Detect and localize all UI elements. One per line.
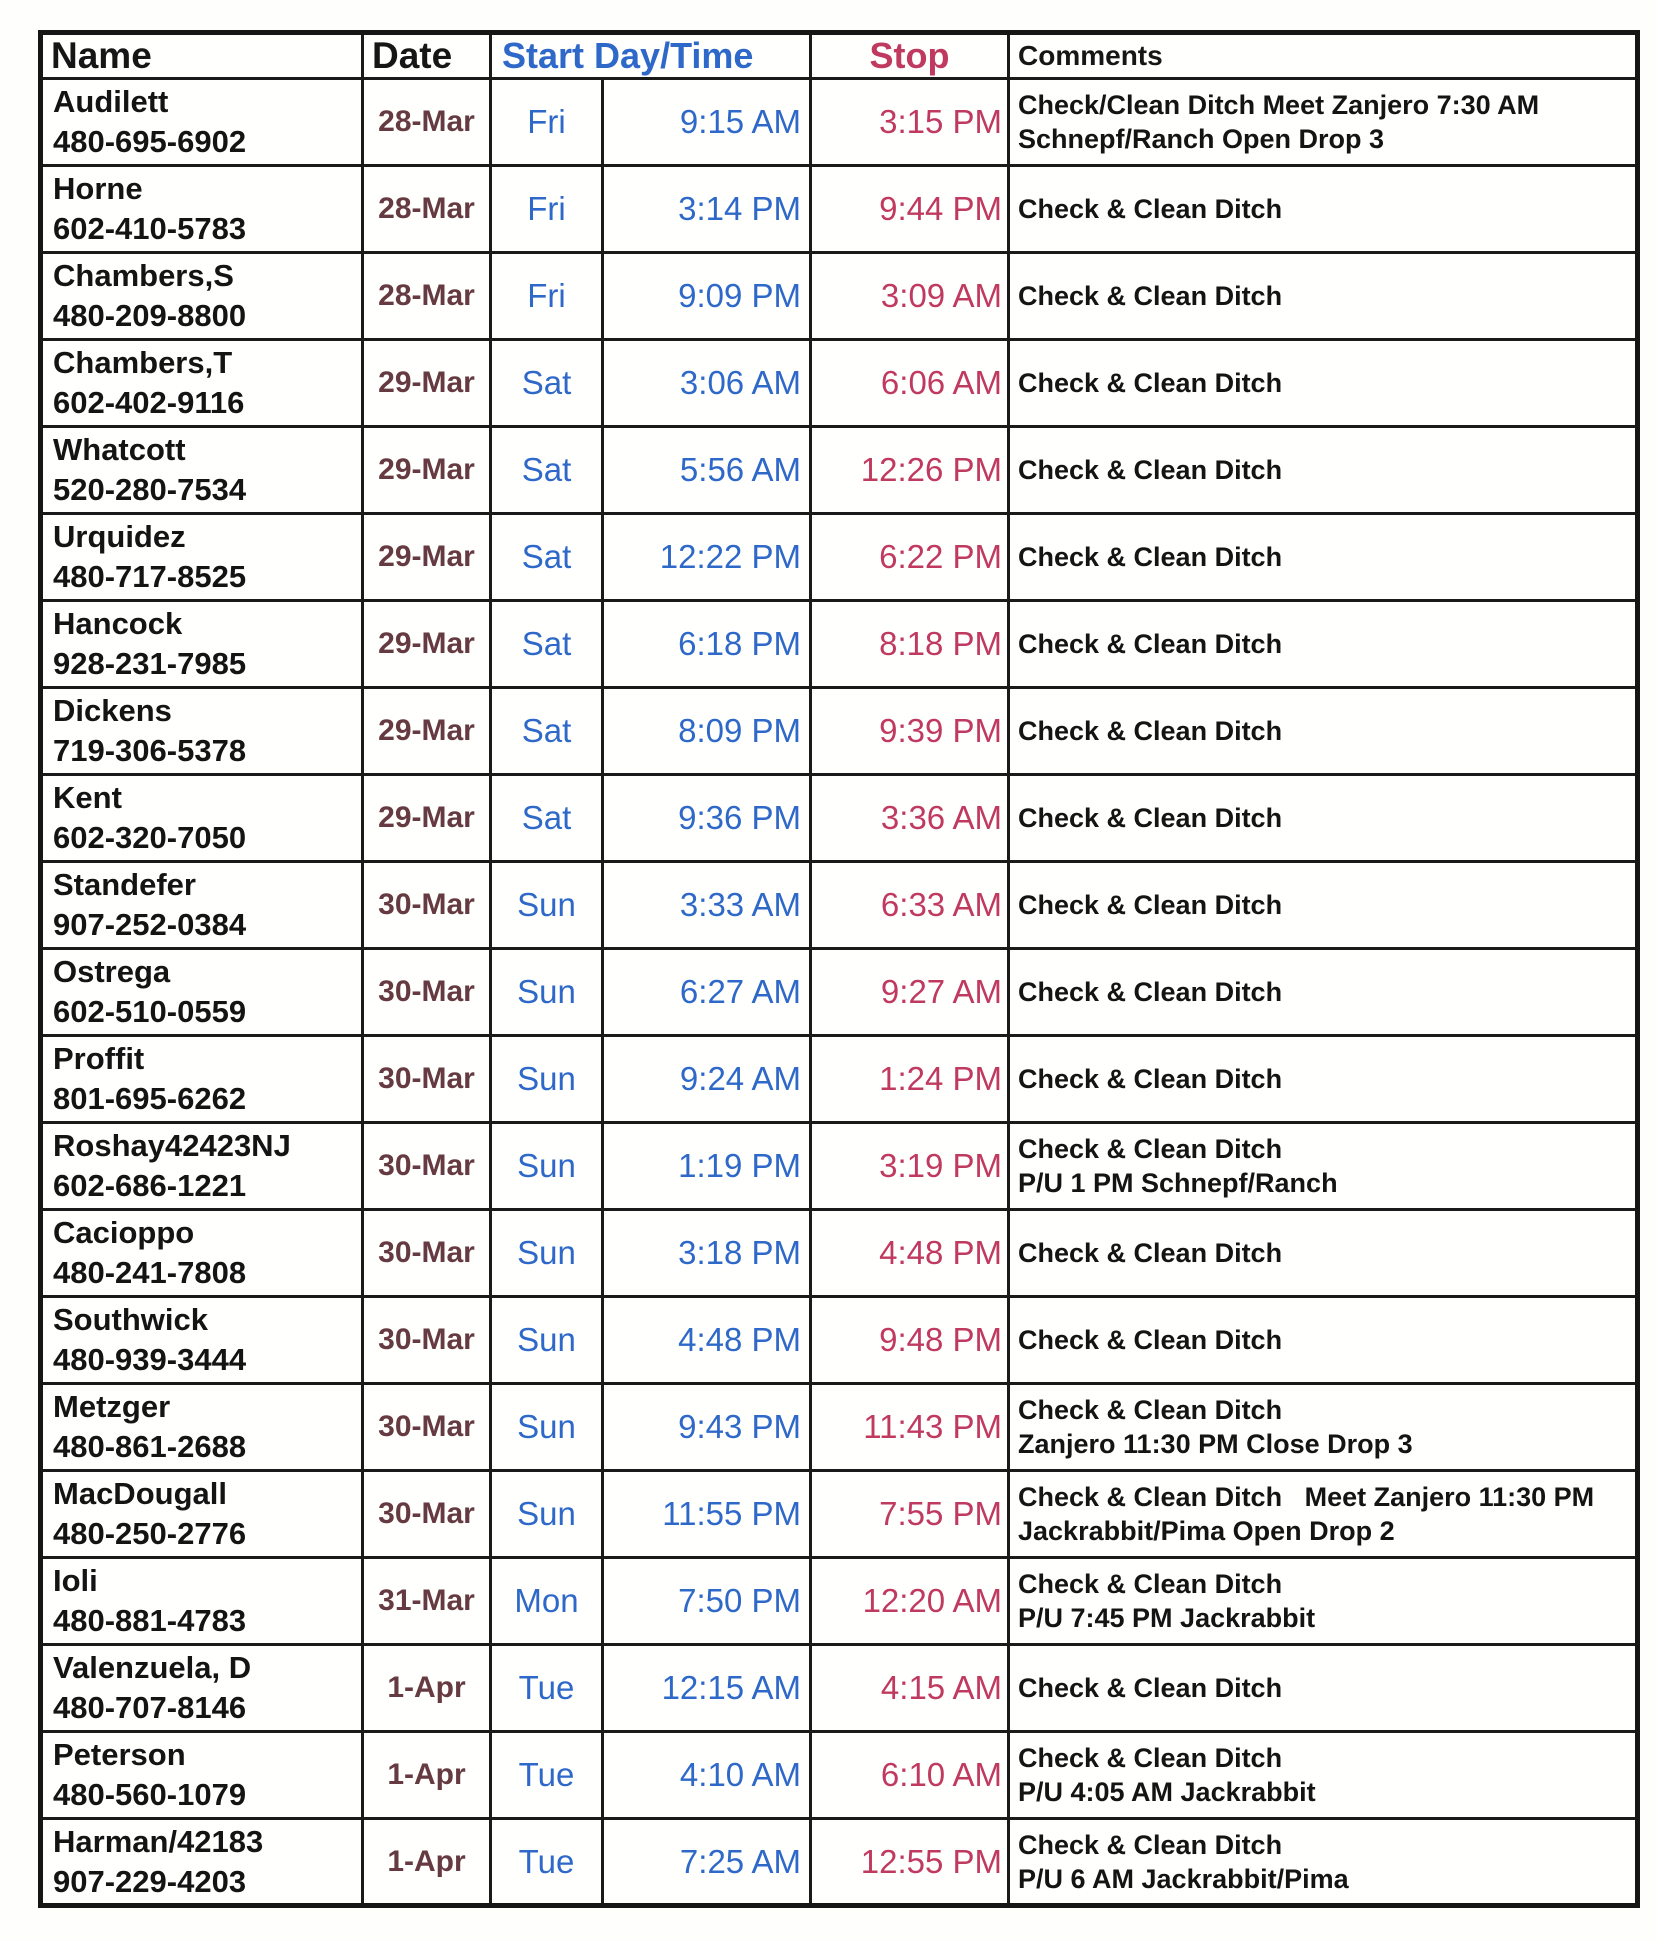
- table-row: [41, 949, 1638, 1036]
- start-time-cell: 3:18 PM: [603, 1210, 811, 1297]
- comment-line-1: Check & Clean Ditch Meet Zanjero 11:30 PM: [1018, 1482, 1595, 1512]
- comment-line-1: Check & Clean Ditch: [1018, 1569, 1283, 1599]
- comments-cell: [1009, 1210, 1638, 1297]
- person-name: Metzger: [53, 1389, 171, 1424]
- schedule-table: [38, 30, 1640, 1908]
- table-row: [41, 253, 1638, 340]
- table-row: [41, 1297, 1638, 1384]
- name-cell: [41, 1210, 363, 1297]
- person-name: Cacioppo: [53, 1215, 195, 1250]
- phone-number: 480-881-4783: [53, 1603, 247, 1638]
- start-time-cell: 3:33 AM: [603, 862, 811, 949]
- start-time-cell: 5:56 AM: [603, 427, 811, 514]
- stop-time-cell: 3:36 AM: [811, 775, 1009, 862]
- date-cell: 30-Mar: [363, 1123, 491, 1210]
- start-time-cell: 7:50 PM: [603, 1558, 811, 1645]
- stop-time-cell: 7:55 PM: [811, 1471, 1009, 1558]
- phone-number: 480-241-7808: [53, 1255, 247, 1290]
- date-cell: 29-Mar: [363, 514, 491, 601]
- comment-line-1: Check & Clean Ditch: [1018, 1829, 1283, 1860]
- person-name: Valenzuela, D: [53, 1650, 252, 1685]
- start-time-cell: 12:22 PM: [603, 514, 811, 601]
- start-day-cell: Tue: [491, 1645, 603, 1732]
- comment-line-1: Check & Clean Ditch: [1018, 1064, 1283, 1094]
- header-row: [41, 33, 1638, 79]
- comments-cell: [1009, 1297, 1638, 1384]
- date-cell: 29-Mar: [363, 601, 491, 688]
- table-row: [41, 340, 1638, 427]
- phone-number: 480-717-8525: [53, 559, 247, 594]
- name-cell: [41, 514, 363, 601]
- table-row: [41, 166, 1638, 253]
- stop-time-cell: 9:44 PM: [811, 166, 1009, 253]
- name-cell: [41, 253, 363, 340]
- date-cell: 30-Mar: [363, 949, 491, 1036]
- comment-line-1: Check & Clean Ditch: [1018, 542, 1283, 572]
- start-time-cell: 6:27 AM: [603, 949, 811, 1036]
- start-day-cell: Fri: [491, 166, 603, 253]
- name-cell: [41, 1297, 363, 1384]
- start-time-cell: 12:15 AM: [603, 1645, 811, 1732]
- comments-cell: [1009, 1123, 1638, 1210]
- table-row: [41, 1384, 1638, 1471]
- header-name: Name: [41, 33, 363, 79]
- start-time-cell: 11:55 PM: [603, 1471, 811, 1558]
- comments-cell: [1009, 427, 1638, 514]
- stop-time-cell: 8:18 PM: [811, 601, 1009, 688]
- comment-line-2: P/U 7:45 PM Jackrabbit: [1018, 1603, 1316, 1633]
- table-row: [41, 1819, 1638, 1906]
- table-row: [41, 862, 1638, 949]
- name-cell: [41, 1732, 363, 1819]
- start-day-cell: Fri: [491, 253, 603, 340]
- table-row: [41, 775, 1638, 862]
- phone-number: 480-861-2688: [53, 1429, 247, 1464]
- date-cell: 30-Mar: [363, 1297, 491, 1384]
- name-cell: [41, 340, 363, 427]
- comments-cell: [1009, 1558, 1638, 1645]
- stop-time-cell: 11:43 PM: [811, 1384, 1009, 1471]
- comment-line-2: Zanjero 11:30 PM Close Drop 3: [1018, 1429, 1413, 1459]
- phone-number: 520-280-7534: [53, 472, 247, 507]
- comments-cell: [1009, 1036, 1638, 1123]
- comment-line-1: Check & Clean Ditch: [1018, 1134, 1283, 1164]
- name-cell: [41, 1645, 363, 1732]
- comments-cell: [1009, 688, 1638, 775]
- phone-number: 480-560-1079: [53, 1777, 247, 1812]
- comments-cell: [1009, 253, 1638, 340]
- person-name: Roshay42423NJ: [53, 1128, 291, 1163]
- start-time-cell: 9:43 PM: [603, 1384, 811, 1471]
- person-name: MacDougall: [53, 1476, 227, 1511]
- start-day-cell: Tue: [491, 1819, 603, 1906]
- person-name: Ostrega: [53, 954, 171, 989]
- name-cell: [41, 166, 363, 253]
- table-row: [41, 427, 1638, 514]
- phone-number: 480-250-2776: [53, 1516, 247, 1551]
- comment-line-2: P/U 4:05 AM Jackrabbit: [1018, 1777, 1316, 1807]
- person-name: Standefer: [53, 867, 196, 902]
- comment-line-2: Jackrabbit/Pima Open Drop 2: [1018, 1516, 1395, 1546]
- comments-cell: [1009, 79, 1638, 166]
- stop-time-cell: 6:06 AM: [811, 340, 1009, 427]
- date-cell: 1-Apr: [363, 1819, 491, 1906]
- date-cell: 29-Mar: [363, 775, 491, 862]
- stop-time-cell: 12:55 PM: [811, 1819, 1009, 1906]
- header-stop: Stop: [811, 33, 1009, 79]
- comment-line-1: Check & Clean Ditch: [1018, 194, 1283, 224]
- comments-cell: [1009, 340, 1638, 427]
- phone-number: 928-231-7985: [53, 646, 247, 681]
- start-day-cell: Tue: [491, 1732, 603, 1819]
- start-day-cell: Sun: [491, 1036, 603, 1123]
- date-cell: 31-Mar: [363, 1558, 491, 1645]
- start-time-cell: 9:15 AM: [603, 79, 811, 166]
- phone-number: 719-306-5378: [53, 733, 247, 768]
- person-name: Peterson: [53, 1737, 186, 1772]
- start-day-cell: Sun: [491, 1297, 603, 1384]
- header-date: Date: [363, 33, 491, 79]
- person-name: Chambers,S: [53, 258, 234, 293]
- phone-number: 801-695-6262: [53, 1081, 247, 1116]
- start-time-cell: 4:48 PM: [603, 1297, 811, 1384]
- date-cell: 30-Mar: [363, 862, 491, 949]
- person-name: Urquidez: [53, 519, 186, 554]
- stop-time-cell: 3:15 PM: [811, 79, 1009, 166]
- start-time-cell: 3:14 PM: [603, 166, 811, 253]
- phone-number: 480-695-6902: [53, 124, 247, 159]
- stop-time-cell: 6:33 AM: [811, 862, 1009, 949]
- comment-line-2: P/U 1 PM Schnepf/Ranch: [1018, 1168, 1338, 1198]
- comment-line-1: Check & Clean Ditch: [1018, 977, 1283, 1007]
- start-time-cell: 9:36 PM: [603, 775, 811, 862]
- start-day-cell: Sat: [491, 514, 603, 601]
- stop-time-cell: 3:19 PM: [811, 1123, 1009, 1210]
- comment-line-1: Check & Clean Ditch: [1018, 281, 1283, 311]
- start-day-cell: Sun: [491, 1210, 603, 1297]
- comment-line-1: Check & Clean Ditch: [1018, 1673, 1283, 1703]
- stop-time-cell: 9:39 PM: [811, 688, 1009, 775]
- start-time-cell: 1:19 PM: [603, 1123, 811, 1210]
- name-cell: [41, 949, 363, 1036]
- person-name: Ioli: [53, 1563, 98, 1598]
- stop-time-cell: 12:20 AM: [811, 1558, 1009, 1645]
- table-row: [41, 601, 1638, 688]
- comments-cell: [1009, 1645, 1638, 1732]
- name-cell: [41, 1558, 363, 1645]
- name-cell: [41, 1123, 363, 1210]
- table-row: [41, 1036, 1638, 1123]
- comments-cell: [1009, 1732, 1638, 1819]
- person-name: Harman/42183: [53, 1823, 264, 1859]
- table-row: [41, 1471, 1638, 1558]
- comment-line-1: Check & Clean Ditch: [1018, 890, 1283, 920]
- stop-time-cell: 1:24 PM: [811, 1036, 1009, 1123]
- comments-cell: [1009, 862, 1638, 949]
- comment-line-1: Check & Clean Ditch: [1018, 1743, 1283, 1773]
- stop-time-cell: 4:48 PM: [811, 1210, 1009, 1297]
- phone-number: 602-320-7050: [53, 820, 247, 855]
- comment-line-1: Check & Clean Ditch: [1018, 1395, 1283, 1425]
- date-cell: 30-Mar: [363, 1036, 491, 1123]
- comment-line-1: Check & Clean Ditch: [1018, 1238, 1283, 1268]
- start-day-cell: Sat: [491, 775, 603, 862]
- person-name: Chambers,T: [53, 345, 233, 380]
- start-day-cell: Mon: [491, 1558, 603, 1645]
- phone-number: 907-229-4203: [53, 1863, 247, 1899]
- stop-time-cell: 9:27 AM: [811, 949, 1009, 1036]
- start-day-cell: Sun: [491, 949, 603, 1036]
- stop-time-cell: 6:10 AM: [811, 1732, 1009, 1819]
- person-name: Hancock: [53, 606, 183, 641]
- start-time-cell: 4:10 AM: [603, 1732, 811, 1819]
- name-cell: [41, 1471, 363, 1558]
- person-name: Whatcott: [53, 432, 186, 467]
- date-cell: 29-Mar: [363, 688, 491, 775]
- comment-line-2: Schnepf/Ranch Open Drop 3: [1018, 124, 1385, 154]
- start-day-cell: Sun: [491, 862, 603, 949]
- table-row: [41, 1210, 1638, 1297]
- comments-cell: [1009, 1384, 1638, 1471]
- stop-time-cell: 12:26 PM: [811, 427, 1009, 514]
- person-name: Kent: [53, 780, 122, 815]
- start-day-cell: Sun: [491, 1123, 603, 1210]
- start-time-cell: 9:09 PM: [603, 253, 811, 340]
- name-cell: [41, 688, 363, 775]
- comments-cell: [1009, 601, 1638, 688]
- start-time-cell: 6:18 PM: [603, 601, 811, 688]
- date-cell: 28-Mar: [363, 79, 491, 166]
- date-cell: 29-Mar: [363, 427, 491, 514]
- table-row: [41, 79, 1638, 166]
- start-day-cell: Sun: [491, 1384, 603, 1471]
- stop-time-cell: 4:15 AM: [811, 1645, 1009, 1732]
- comment-line-1: Check & Clean Ditch: [1018, 1325, 1283, 1355]
- phone-number: 480-939-3444: [53, 1342, 247, 1377]
- date-cell: 1-Apr: [363, 1732, 491, 1819]
- table-row: [41, 688, 1638, 775]
- comments-cell: [1009, 514, 1638, 601]
- name-cell: [41, 775, 363, 862]
- comments-cell: [1009, 1471, 1638, 1558]
- person-name: Audilett: [53, 84, 169, 119]
- name-cell: [41, 1384, 363, 1471]
- start-time-cell: 7:25 AM: [603, 1819, 811, 1906]
- date-cell: 30-Mar: [363, 1384, 491, 1471]
- start-day-cell: Sun: [491, 1471, 603, 1558]
- phone-number: 480-707-8146: [53, 1690, 247, 1725]
- date-cell: 1-Apr: [363, 1645, 491, 1732]
- date-cell: 28-Mar: [363, 253, 491, 340]
- stop-time-cell: 3:09 AM: [811, 253, 1009, 340]
- table-row: [41, 1732, 1638, 1819]
- date-cell: 29-Mar: [363, 340, 491, 427]
- name-cell: [41, 79, 363, 166]
- table-row: [41, 1645, 1638, 1732]
- comment-line-1: Check & Clean Ditch: [1018, 455, 1283, 485]
- start-time-cell: 9:24 AM: [603, 1036, 811, 1123]
- person-name: Southwick: [53, 1302, 209, 1337]
- name-cell: [41, 862, 363, 949]
- comment-line-2: P/U 6 AM Jackrabbit/Pima: [1018, 1863, 1349, 1894]
- comment-line-1: Check & Clean Ditch: [1018, 368, 1283, 398]
- start-day-cell: Sat: [491, 601, 603, 688]
- comment-line-1: Check & Clean Ditch: [1018, 716, 1283, 746]
- header-start-day-time: Start Day/Time: [491, 33, 811, 79]
- start-day-cell: Sat: [491, 340, 603, 427]
- comments-cell: [1009, 949, 1638, 1036]
- start-time-cell: 3:06 AM: [603, 340, 811, 427]
- date-cell: 30-Mar: [363, 1210, 491, 1297]
- date-cell: 28-Mar: [363, 166, 491, 253]
- phone-number: 907-252-0384: [53, 907, 247, 942]
- comments-cell: [1009, 775, 1638, 862]
- phone-number: 480-209-8800: [53, 298, 247, 333]
- phone-number: 602-510-0559: [53, 994, 247, 1029]
- table-row: [41, 1123, 1638, 1210]
- comment-line-1: Check & Clean Ditch: [1018, 803, 1283, 833]
- name-cell: [41, 1819, 363, 1906]
- phone-number: 602-402-9116: [53, 385, 245, 420]
- phone-number: 602-686-1221: [53, 1168, 247, 1203]
- comments-cell: [1009, 1819, 1638, 1906]
- header-comments: Comments: [1009, 33, 1638, 79]
- comment-line-1: Check/Clean Ditch Meet Zanjero 7:30 AM: [1018, 90, 1540, 120]
- table-row: [41, 1558, 1638, 1645]
- start-time-cell: 8:09 PM: [603, 688, 811, 775]
- name-cell: [41, 1036, 363, 1123]
- comments-cell: [1009, 166, 1638, 253]
- phone-number: 602-410-5783: [53, 211, 247, 246]
- person-name: Horne: [53, 171, 143, 206]
- name-cell: [41, 427, 363, 514]
- stop-time-cell: 9:48 PM: [811, 1297, 1009, 1384]
- name-cell: [41, 601, 363, 688]
- stop-time-cell: 6:22 PM: [811, 514, 1009, 601]
- start-day-cell: Sat: [491, 427, 603, 514]
- comment-line-1: Check & Clean Ditch: [1018, 629, 1283, 659]
- start-day-cell: Fri: [491, 79, 603, 166]
- date-cell: 30-Mar: [363, 1471, 491, 1558]
- start-day-cell: Sat: [491, 688, 603, 775]
- schedule-body: [41, 79, 1638, 1906]
- table-row: [41, 514, 1638, 601]
- person-name: Dickens: [53, 693, 172, 728]
- person-name: Proffit: [53, 1041, 145, 1076]
